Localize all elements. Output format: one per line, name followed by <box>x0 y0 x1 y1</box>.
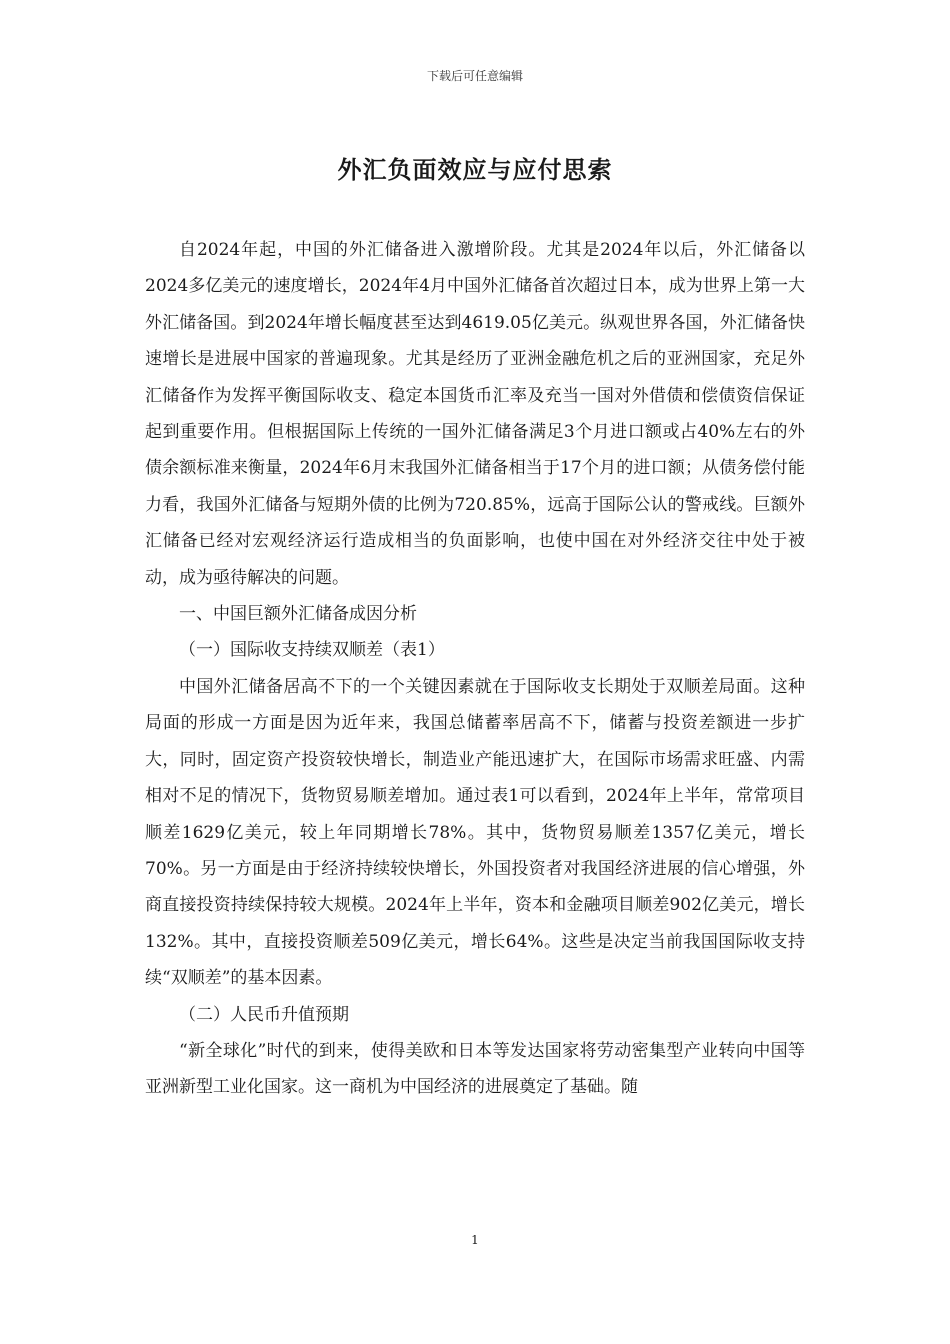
subsection-heading-2: （二）人民币升值预期 <box>179 1004 349 1025</box>
paragraph-double-surplus: 中国外汇储备居高不下的一个关键因素就在于国际收支长期处于双顺差局面。这种局面的形成一方面是因为近年来，我国总储蓄率居高不下，储蓄与投资差额进一步扩大，同时，固定资产投资较快增长，制造业产能迅速扩大，在国际市场需求旺盛、内需相对不足的情况下，货物贸易顺差增加。通过表1可以看到，2024年上半年，常常项目顺差1629亿美元，较上年同期增长78%。其中，货物贸易顺差1357亿美元，增长70%。另一方面是由于经济持续较快增长，外国投资者对我国经济进展的信心增强，外商直接投资持续保持较大规模。2024年上半年，资本和金融项目顺差902亿美元，增长132%。其中，直接投资顺差509亿美元，增长64%。这些是决定当前我国国际收支持续“双顺差”的基本因素。 <box>145 676 805 989</box>
section-heading-1: 一、中国巨额外汇储备成因分析 <box>179 604 417 625</box>
document-body <box>145 232 805 1106</box>
page-number: 1 <box>471 1233 479 1247</box>
paragraph-rmb-appreciation: “新全球化”时代的到来，使得美欧和日本等发达国家将劳动密集型产业转向中国等亚洲新型工业化国家。这一商机为中国经济的进展奠定了基础。随 <box>145 1040 805 1098</box>
header-note: 下载后可任意编辑 <box>426 69 523 83</box>
paragraph-intro: 自2024年起，中国的外汇储备进入激增阶段。尤其是2024年以后，外汇储备以2024多亿美元的速度增长，2024年4月中国外汇储备首次超过日本，成为世界上第一大外汇储备国。到2024年增长幅度甚至达到4619.05亿美元。纵观世界各国，外汇储备快速增长是进展中国家的普遍现象。尤其是经历了亚洲金融危机之后的亚洲国家，充足外汇储备作为发挥平衡国际收支、稳定本国货币汇率及充当一国对外借债和偿债资信保证起到重要作用。但根据国际上传统的一国外汇储备满足3个月进口额或占40%左右的外债余额标准来衡量，2024年6月末我国外汇储备相当于17个月的进口额；从债务偿付能力看，我国外汇储备与短期外债的比例为720.85%，远高于国际公认的警戒线。巨额外汇储备已经对宏观经济运行造成相当的负面影响，也使中国在对外经济交往中处于被动，成为亟待解决的问题。 <box>145 240 805 588</box>
document-title: 外汇负面效应与应付思索 <box>337 155 613 184</box>
subsection-heading-1: （一）国际收支持续双顺差（表1） <box>179 640 445 661</box>
